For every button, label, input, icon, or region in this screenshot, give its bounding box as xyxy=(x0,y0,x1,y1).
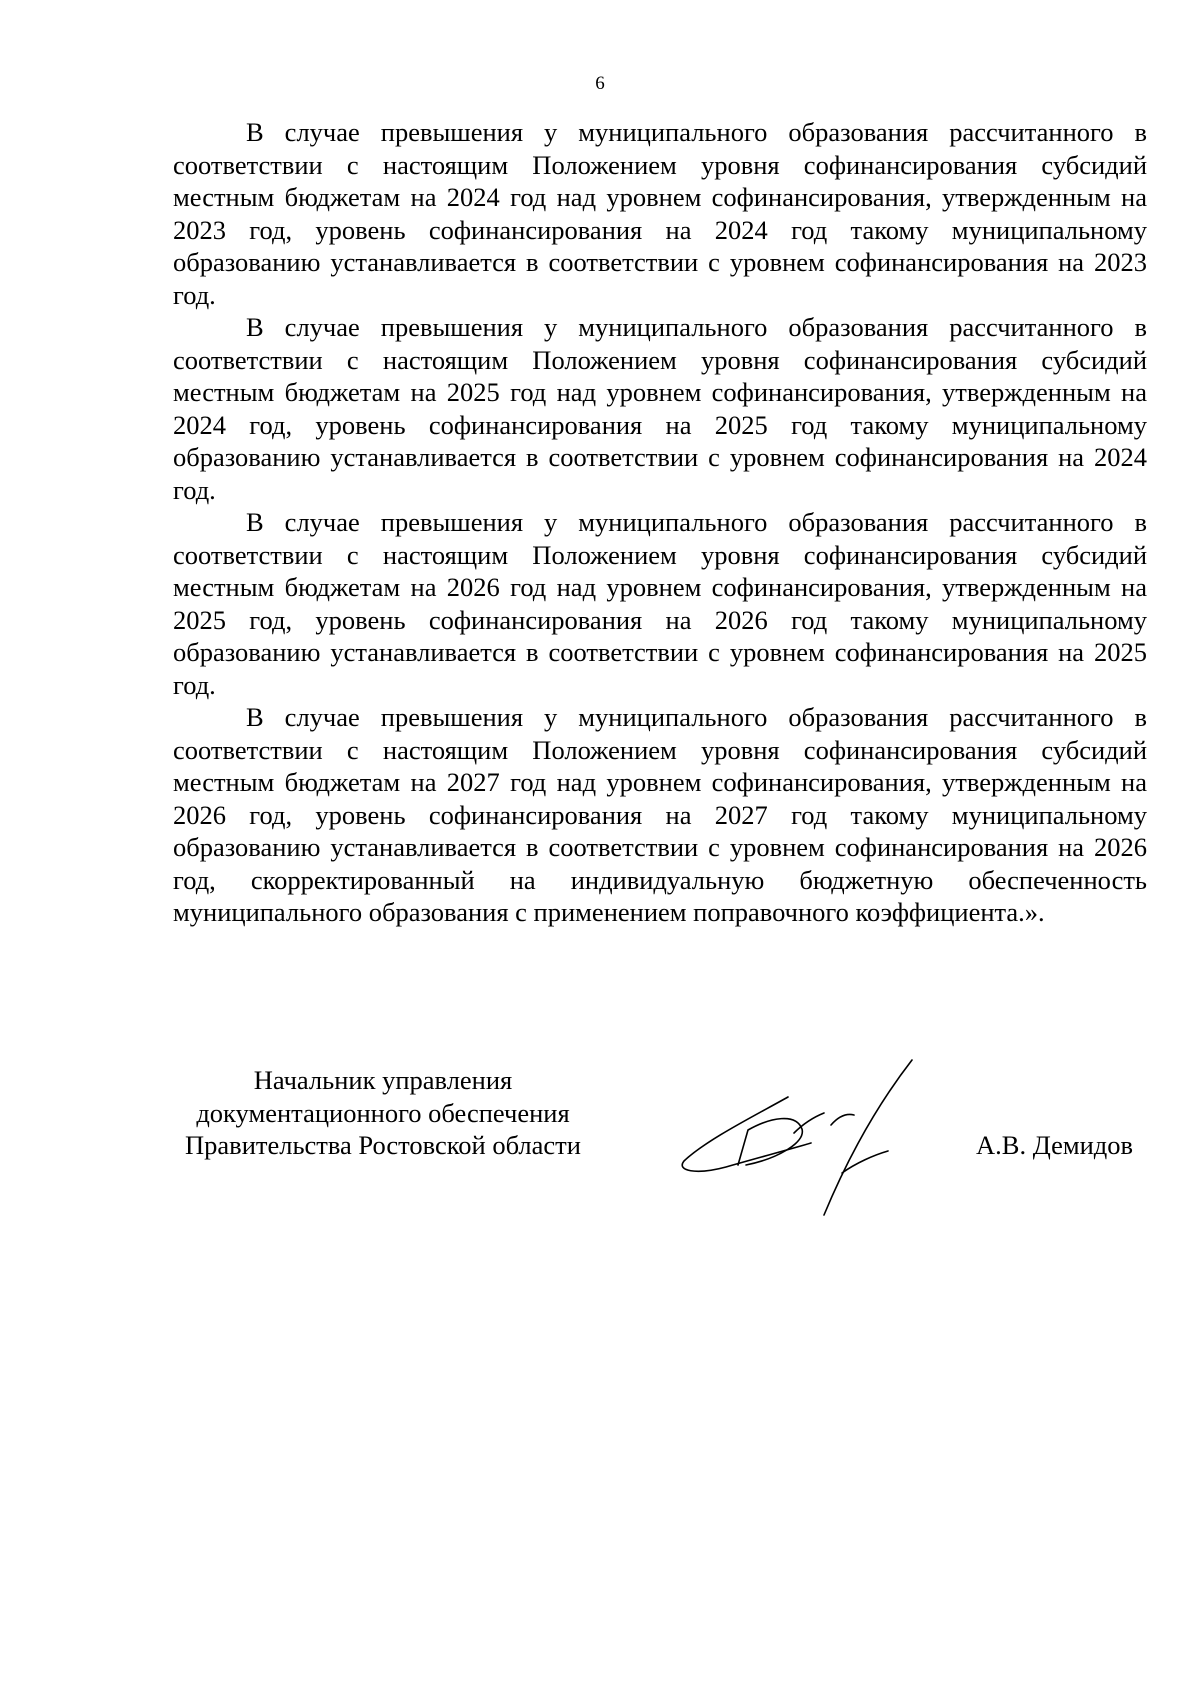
paragraph-2027: В случае превышения у муниципального образования рассчитанного в соответствии с настоящим Положением уровня софинансирования субсидий местным бюджетам на 2027 год над уровнем софинансирования, утвержденным на 2026 год, уровень софинансирования на 2027 год такому муниципальному образованию устанавливается в соответствии с уровнем софинансирования на 2026 год, скорректированный на индивидуальную бюджетную обеспеченность муниципального образования с применением поправочного коэффициента.». xyxy=(173,702,1147,927)
page-number: 6 xyxy=(595,73,605,94)
signatory-title-line: Начальник управления xyxy=(253,1065,513,1095)
signatory-title xyxy=(160,1064,606,1162)
signature-stroke xyxy=(824,1060,912,1215)
signature-stroke xyxy=(831,1114,854,1125)
signatory-title-line: документационного обеспечения xyxy=(196,1097,570,1128)
signatory-name: А.В. Демидов xyxy=(976,1130,1134,1160)
document-body xyxy=(173,116,1147,929)
signatory-title-line: Правительства Ростовской области xyxy=(185,1130,581,1160)
paragraph-2026: В случае превышения у муниципального образования рассчитанного в соответствии с настоящим Положением уровня софинансирования субсидий местным бюджетам на 2026 год над уровнем софинансирования, утвержденным на 2025 год, уровень софинансирования на 2026 год такому муниципальному образованию устанавливается в соответствии с уровнем софинансирования на 2025 год. xyxy=(173,507,1147,700)
handwritten-signature xyxy=(676,1055,936,1220)
paragraph-2025: В случае превышения у муниципального образования рассчитанного в соответствии с настоящим Положением уровня софинансирования субсидий местным бюджетам на 2025 год над уровнем софинансирования, утвержденным на 2024 год, уровень софинансирования на 2025 год такому муниципальному образованию устанавливается в соответствии с уровнем софинансирования на 2024 год. xyxy=(173,312,1147,505)
paragraph-2024: В случае превышения у муниципального образования рассчитанного в соответствии с настоящим Положением уровня софинансирования субсидий местным бюджетам на 2024 год над уровнем софинансирования, утвержденным на 2023 год, уровень софинансирования на 2024 год такому муниципальному образованию устанавливается в соответствии с уровнем софинансирования на 2023 год. xyxy=(173,117,1147,310)
signature-stroke xyxy=(738,1119,802,1165)
